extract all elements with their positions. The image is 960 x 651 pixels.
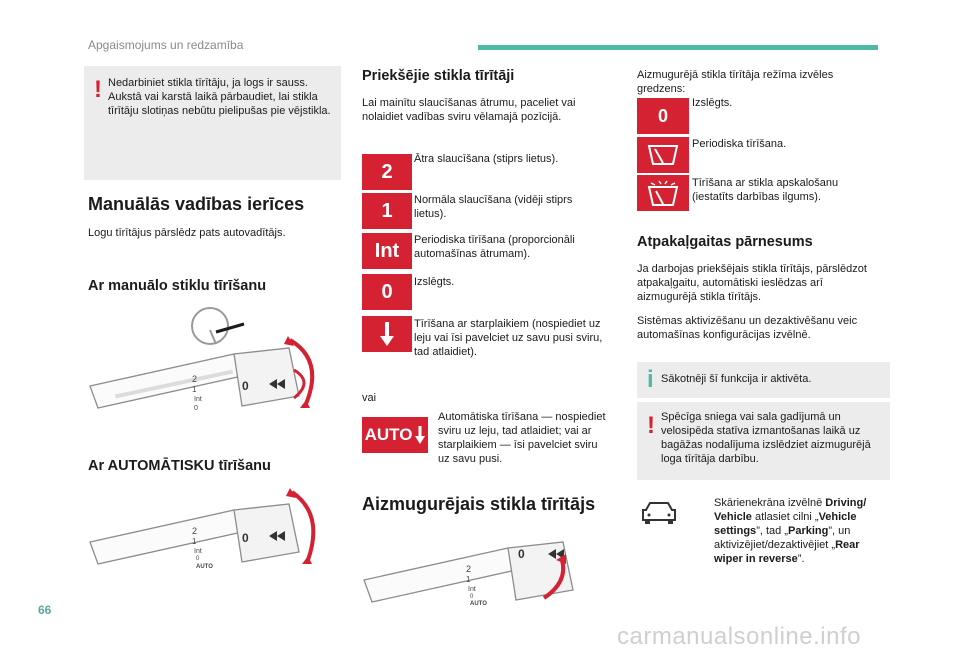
reverse-gear-text-1: Ja darbojas priekšējais stikla tīrītājs, pārslēdzot atpakaļgaitu, automātiski ieslēdzas arī aizmugurējā stikla tīrītājs. (637, 263, 867, 303)
section-title: Apgaismojums un redzamība (88, 38, 244, 52)
rear-stalk-label-int: Int (468, 586, 476, 593)
speed-2-text: Ātra slaucīšana (stiprs lietus). (414, 153, 559, 165)
reverse-gear-text-2: Sistēmas aktivizēšanu un dezaktivēšanu veic automašīnas konfigurācijas izvēlnē. (637, 315, 858, 341)
info-text: Sākotnēji šī funkcija ir aktivēta. (661, 373, 812, 385)
menu-vehicle-settings: Vehicle settings (714, 511, 857, 537)
ring-intro: Aizmugurējā stikla tīrītāja režīma izvēles gredzens: (637, 69, 834, 95)
page-number: 66 (38, 603, 52, 617)
or-label: vai (362, 392, 377, 404)
menu-instruction-part: ”, tad „ (756, 525, 788, 537)
stalk-label-2: 2 (192, 374, 198, 384)
rear-warning-icon: ! (647, 412, 655, 439)
rear-stalk-label-2: 2 (466, 564, 472, 574)
auto-wiping-heading: Ar AUTOMĀTISKU tīrīšanu (88, 458, 271, 474)
rear-warning-box (637, 402, 890, 480)
front-wipers-intro: Lai mainītu slaucīšanas ātrumu, paceliet vai nolaidiet vadības sviru vēlamajā pozīcijā. (362, 97, 576, 123)
auto-stalk-label-auto: AUTO (196, 564, 213, 570)
info-box (637, 362, 890, 398)
single-wipe-arrow-down-icon (362, 316, 412, 352)
warning-icon: ! (94, 76, 102, 103)
rear-wiper-title: Aizmugurējais stikla tīrītājs (362, 494, 596, 514)
rear-off-icon: 0 (637, 98, 689, 134)
stalk-label-int: Int (194, 396, 202, 403)
speed-1-text: Normāla slaucīšana (vidēji stiprs lietus). (414, 194, 573, 220)
vehicle-icon (640, 500, 678, 526)
rear-stalk-ring-0: 0 (518, 547, 525, 561)
header-accent-bar (478, 45, 878, 50)
info-icon: i (647, 366, 654, 393)
manual-controls-title: Manuālās vadības ierīces (88, 194, 305, 214)
stalk-ring-0: 0 (242, 379, 249, 393)
manual-controls-intro: Logu tīrītājus pārslēdz pats autovadītājs. (88, 227, 286, 239)
auto-stalk-label-int: Int (194, 548, 202, 555)
warning-box (84, 66, 341, 180)
single-wipe-text: Tīrīšana ar starplaikiem (nospiediet uz leju vai īsi pavelciet uz savu pusi sviru, tad atlaidiet). (414, 318, 603, 358)
menu-rear-wiper-reverse: Rear wiper in reverse (714, 539, 860, 565)
wiper-stalk-auto-illustration (84, 486, 334, 576)
menu-instruction-part: Skārienekrāna izvēlnē (714, 497, 826, 509)
front-wipers-title: Priekšējie stikla tīrītāji (362, 68, 515, 84)
auto-stalk-label-2: 2 (192, 526, 198, 536)
auto-stalk-label-0: 0 (196, 556, 200, 562)
intermittent-icon: Int (362, 233, 412, 269)
off-text: Izslēgts. (414, 276, 455, 288)
stalk-label-1: 1 (192, 385, 197, 394)
auto-wipe-label: AUTO (364, 425, 413, 444)
menu-instruction-part: atlasiet cilni „ (751, 511, 819, 523)
intermittent-text: Periodiska tīrīšana (proporcionāli automašīnas ātrumam). (414, 234, 575, 260)
speed-1-icon: 1 (362, 193, 412, 229)
wiper-stalk-manual-illustration (84, 300, 334, 420)
rear-wiper-stalk-illustration (358, 526, 608, 606)
warning-text: Nedarbiniet stikla tīrītāju, ja logs ir sauss. Aukstā vai karstā laikā pārbaudiet, lai stikla tīrītāju slotiņas nebūtu pielipušas pie vējstikla. (108, 77, 331, 117)
speed-2-icon: 2 (362, 154, 412, 190)
rear-stalk-label-0: 0 (470, 594, 474, 600)
menu-driving-vehicle: Driving/ Vehicle (714, 497, 867, 523)
auto-stalk-label-1: 1 (192, 537, 197, 546)
rear-off-text: Izslēgts. (692, 97, 733, 109)
reverse-gear-title: Atpakaļgaitas pārnesums (637, 234, 813, 250)
menu-parking: Parking (787, 525, 829, 537)
menu-instruction-part: ”. (797, 553, 805, 565)
menu-instruction-part: ”, un aktivizējiet/dezaktivējiet „ (714, 525, 851, 551)
manual-wiping-heading: Ar manuālo stiklu tīrīšanu (88, 278, 267, 294)
rear-wiper-text: Periodiska tīrīšana. (692, 138, 787, 150)
stalk-label-0: 0 (194, 405, 198, 412)
auto-stalk-ring-0: 0 (242, 531, 249, 545)
rear-stalk-label-auto: AUTO (470, 601, 487, 606)
rear-warning-text: Spēcīga sniega vai sala gadījumā un velosipēda statīva izmantošanas laikā uz bagāžas nodalījuma izslēdziet aizmugurējā loga tīrītāja darbību. (661, 411, 871, 465)
auto-wipe-icon (362, 417, 428, 453)
rear-wash-icon (637, 175, 689, 211)
rear-stalk-label-1: 1 (466, 575, 471, 584)
watermark: carmanualsonline.info (617, 623, 861, 650)
menu-instruction (714, 496, 889, 566)
rear-wiper-icon (637, 137, 689, 173)
auto-wipe-text: Automātiska tīrīšana — nospiediet sviru uz leju, tad atlaidiet; vai ar starplaikiem — īsi pavelciet sviru uz savu pusi. (438, 411, 606, 465)
rear-wash-text: Tīrīšana ar stikla apskalošanu (iestatīts darbības ilgums). (692, 177, 839, 203)
off-icon: 0 (362, 274, 412, 310)
